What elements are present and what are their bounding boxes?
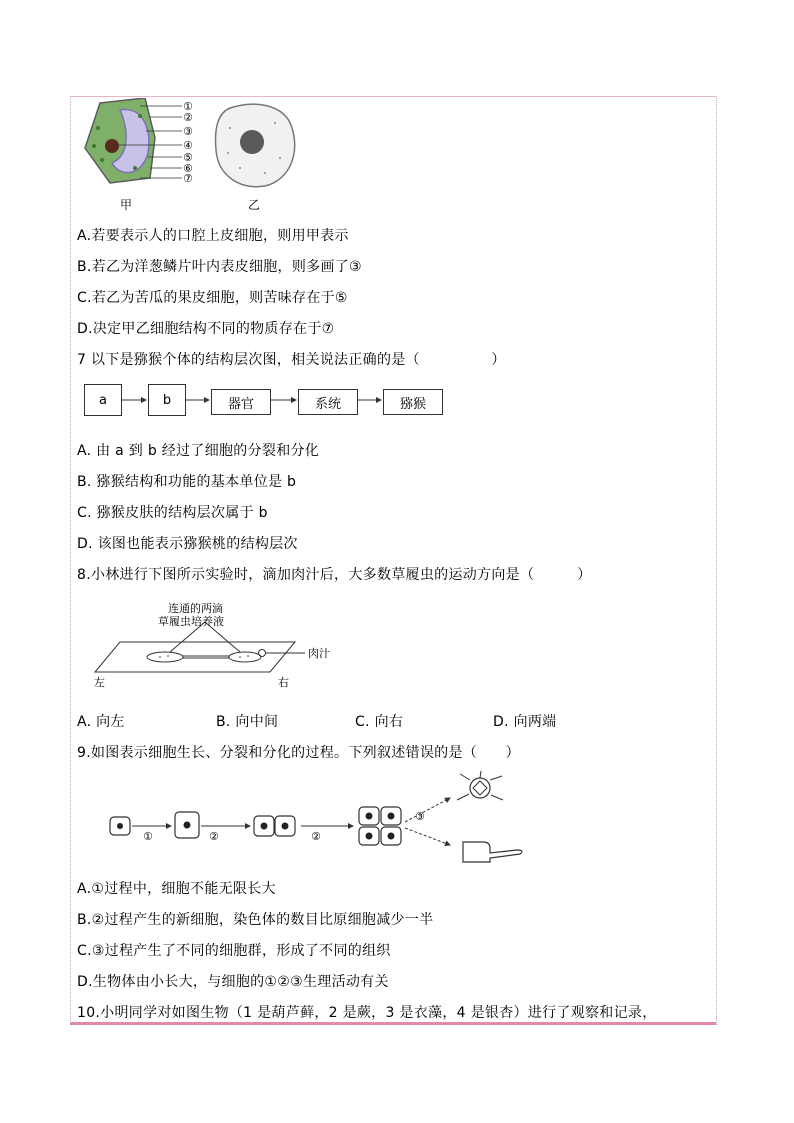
label-3: ③ [183,125,193,138]
q7-stem: 7 以下是猕猴个体的结构层次图，相关说法正确的是（ ） [77,352,506,368]
q9-option-a: A.①过程中，细胞不能无限长大 [77,881,276,897]
label-2: ② [183,111,193,124]
q9-option-b: B.②过程产生的新细胞，染色体的数目比原细胞减少一半 [77,912,434,928]
q7-flow-monkey: 猕猴 [383,389,443,415]
q9-cell-process-figure [105,770,535,870]
q8-left-label: 左 [94,676,105,689]
label-7: ⑦ [183,172,193,185]
q9-option-c: C.③过程产生了不同的细胞群，形成了不同的组织 [77,943,391,959]
q6-option-d: D.决定甲乙细胞结构不同的物质存在于⑦ [77,321,335,337]
q10-stem: 10.小明同学对如图生物（1 是葫芦藓，2 是蕨，3 是衣藻，4 是银杏）进行了观察和记录， [77,1005,657,1021]
q8-option-d: D. 向两端 [493,714,557,730]
label-5: ⑤ [183,151,193,164]
q7-flow-organ: 器官 [211,389,271,415]
q8-option-c: C. 向右 [355,714,404,730]
caption-jia: 甲 [120,198,133,212]
q7-option-c: C. 猕猴皮肤的结构层次属于 b [77,505,268,521]
q9-step2b-label: ② [311,830,321,843]
label-4: ④ [183,139,193,152]
q9-step3-label: ③ [415,810,425,823]
q7-flow-system: 系统 [298,389,358,415]
q8-slide-figure [90,600,360,690]
q7-flow-b: b [148,384,186,416]
q7-option-a: A. 由 a 到 b 经过了细胞的分裂和分化 [77,443,320,459]
caption-yi: 乙 [248,198,261,212]
q9-stem: 9.如图表示细胞生长、分裂和分化的过程。下列叙述错误的是（ ） [77,745,520,761]
q8-right-label: 右 [278,676,289,689]
q9-step2a-label: ② [209,830,219,843]
q8-label-line1: 连通的两滴 [168,602,223,615]
q6-option-c: C.若乙为苦瓜的果皮细胞，则苦味存在于⑤ [77,290,348,306]
q8-juice-label: 肉汁 [308,647,330,660]
q9-step1-label: ① [143,830,153,843]
q7-flow-a: a [84,384,122,416]
q8-option-a: A. 向左 [77,714,125,730]
q6-option-b: B.若乙为洋葱鳞片叶内表皮细胞，则多画了③ [77,259,362,275]
q8-option-b: B. 向中间 [216,714,279,730]
q7-option-b: B. 猕猴结构和功能的基本单位是 b [77,474,297,490]
label-1: ① [183,100,193,113]
label-6: ⑥ [183,162,193,175]
q9-option-d: D.生物体由小长大，与细胞的①②③生理活动有关 [77,974,389,990]
q8-label-line2: 草履虫培养液 [158,615,224,628]
q8-stem: 8.小林进行下图所示实验时，滴加肉汁后，大多数草履虫的运动方向是（ ） [77,567,592,583]
q7-option-d: D. 该图也能表示猕猴桃的结构层次 [77,536,298,552]
q6-option-a: A.若要表示人的口腔上皮细胞，则用甲表示 [77,228,349,244]
